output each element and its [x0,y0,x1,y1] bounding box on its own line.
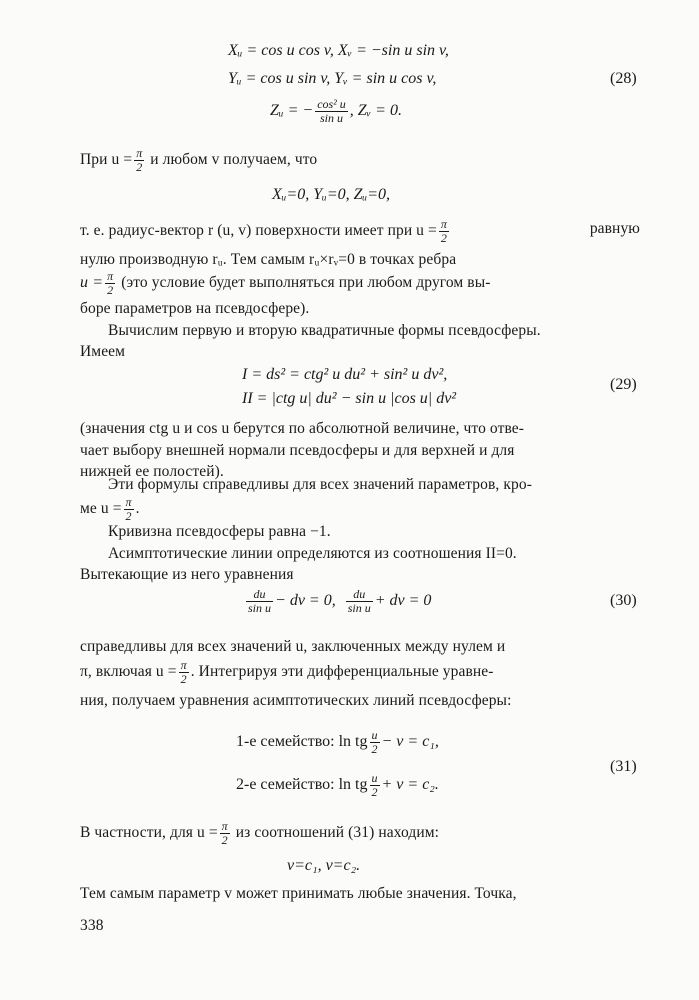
p2-line3 [80,270,491,297]
eq30-f1-den: sin u [248,601,272,615]
p2-l3-post: (это условие будет выполняться при любом другом вы- [121,274,491,292]
p1-equation: Xᵤ=0, Yᵤ=0, Zᵤ=0, [272,186,391,203]
eq30-f1-num: du [253,587,266,601]
p6-line1: Кривизна псевдосферы равна −1. [108,523,331,540]
p9-pre: В частности, для u = [80,824,218,842]
p9-num: π [221,819,228,833]
p9-den: 2 [220,833,230,847]
p4-line2: чает выбору внешней нормали псевдосферы и для верхней и для [80,442,515,459]
eq31-line2 [236,772,439,799]
p9-line [80,820,439,847]
p1-pre: При u = [80,151,133,169]
eq31-f1-label: 1-е семейство: ln tg [236,733,368,751]
p7-line2: Вытекающие из него уравнения [80,566,294,583]
eq31-f1-num: u [371,728,378,742]
eq29-number: (29) [610,376,637,393]
p8-line3: ния, получаем уравнения асимптотических линий псевдосферы: [80,692,512,709]
p9-post: из соотношений (31) находим: [235,824,440,842]
p3-line2: Имеем [80,343,126,360]
p2-l1-den: 2 [439,231,449,245]
p1-post: и любом v получаем, что [146,151,318,169]
p2-l1-num: π [440,217,447,231]
eq31-f1-den: 2 [371,742,378,756]
p4-line3: нижней ее полостей). [80,463,224,480]
eq31-f2-den: 2 [371,785,378,799]
eq28-z-rhs: , Zᵥ = 0. [349,102,402,120]
eq31-f2-num: u [371,771,378,785]
p1-line [80,147,317,174]
eq30-f2-num: du [353,587,366,601]
eq28-line3 [270,98,402,125]
p8-l2-num: π [180,658,187,672]
p2-l1-post: равную [589,220,640,237]
eq28-denominator: sin u [315,111,348,125]
eq28-number: (28) [610,70,637,87]
page-number: 338 [80,917,104,934]
p8-l2-post: . Интегрируя эти дифференциальные уравне- [190,663,494,681]
p1-num: π [136,146,143,160]
p5-line2 [80,496,140,523]
eq30 [244,588,431,615]
p2-l1-pre: т. е. радиус-вектор r (u, v) поверхности имеет при u = [80,222,437,240]
p1-den: 2 [134,160,144,174]
p5-l2-pre: ме u = [80,500,122,518]
p8-line2 [80,659,494,686]
p9-equation: v=c₁, v=c₂. [287,857,361,874]
eq31-f2-label: 2-е семейство: ln tg [236,776,368,794]
p5-l2-num: π [125,495,132,509]
p2-line2: нулю производную rᵤ. Тем самым rᵤ×rᵥ=0 в точках ребра [80,251,457,268]
p10-line1: Тем самым параметр v может принимать любые значения. Точка, [80,885,517,902]
p2-line1 [80,218,640,245]
eq30-end: + dv = 0 [374,592,432,610]
eq28-line1: Xᵤ = cos u cos v, Xᵥ = −sin u sin v, [228,42,449,59]
eq29-line1: I = ds² = ctg² u du² + sin² u dv², [242,366,448,383]
p3-line1: Вычислим первую и вторую квадратичные формы псевдосферы. [108,322,541,339]
p2-l3-pre: u = [80,274,104,292]
eq31-number: (31) [610,758,637,775]
eq30-mid: − dv = 0, [275,592,336,610]
eq28-numerator: cos² u [317,97,346,111]
p2-l3-num: π [107,269,114,283]
p8-line1: справедливы для всех значений u, заключенных между нулем и [80,638,506,655]
p7-line1: Асимптотические линии определяются из соотношения II=0. [108,545,517,562]
p4-line1: (значения ctg u и cos u берутся по абсолютной величине, что отве- [80,420,525,437]
eq28-z-lhs: Zᵤ = − [270,102,314,120]
p5-line1: Эти формулы справедливы для всех значений параметров, кро- [108,476,532,493]
eq30-f2-den: sin u [347,601,371,615]
p5-l2-den: 2 [124,509,134,523]
p2-line4: боре параметров на псевдосфере). [80,300,310,317]
p2-l3-den: 2 [105,283,115,297]
eq31-f1-post: − v = c₁, [381,733,439,751]
p8-l2-den: 2 [179,672,189,686]
p8-l2-pre: π, включая u = [80,663,177,681]
eq30-number: (30) [610,592,637,609]
eq31-f2-post: + v = c₂. [381,776,439,794]
eq28-line2: Yᵤ = cos u sin v, Yᵥ = sin u cos v, [228,70,437,87]
p5-l2-post: . [135,500,140,518]
eq31-line1 [236,729,439,756]
eq29-line2: II = |ctg u| du² − sin u |cos u| dv² [242,390,457,407]
